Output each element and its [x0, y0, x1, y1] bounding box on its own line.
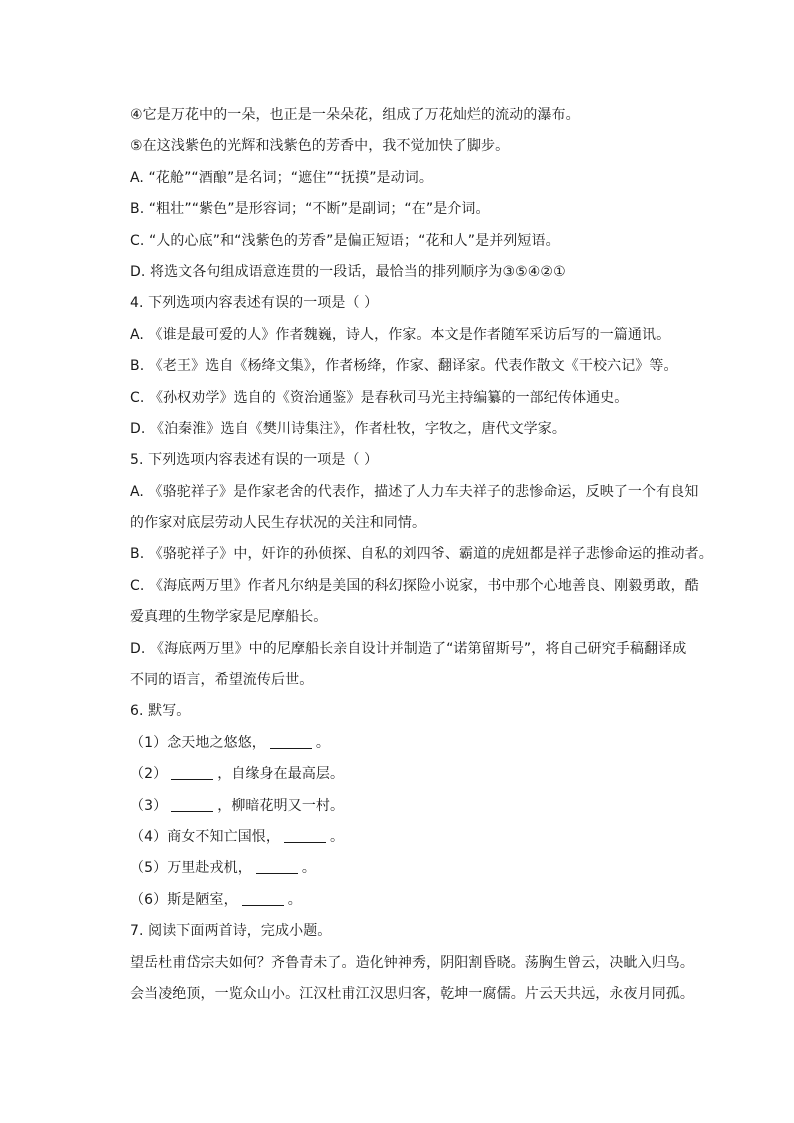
q3-option-a: A. “花舱”“酒酿”是名词；“遮住”“抚摸”是动词。 [130, 169, 433, 186]
answer-blank[interactable] [171, 765, 213, 780]
dictation-item-6 [130, 885, 700, 916]
q4-option-d: D. 《泊秦淮》选自《樊川诗集注》，作者杜牧，字牧之，唐代文学家。 [130, 420, 566, 437]
dictation-item-2 [130, 759, 700, 790]
q5-option-c-line1: C. 《海底两万里》作者凡尔纳是美国的科幻探险小说家，书中那个心地善良、刚毅勇敢，酷 [130, 577, 699, 594]
dictation-item-4 [130, 822, 700, 853]
answer-blank[interactable] [270, 734, 312, 749]
passage-sentence-4: ④它是万花中的一朵，也正是一朵朵花，组成了万花灿烂的流动的瀑布。 [130, 107, 580, 123]
answer-blank[interactable] [284, 828, 326, 843]
poem-text-line1: 望岳杜甫岱宗夫如何？齐鲁青未了。造化钟神秀，阴阳割昏晓。荡胸生曾云，决眦入归鸟。 [130, 954, 694, 971]
dictation-item-1 [130, 728, 700, 759]
dictation-prompt: （4）商女不知亡国恨， [130, 828, 281, 845]
q5-option-b: B. 《骆驼祥子》中，奸诈的孙侦探、自私的刘四爷、霸道的虎妞都是祥子悲惨命运的推动者。 [130, 546, 713, 563]
q4-option-a: A. 《谁是最可爱的人》作者魏巍，诗人，作家。本文是作者随军采访后写的一篇通讯。 [130, 326, 671, 343]
q5-option-d-line2: 不同的语言，希望流传后世。 [130, 672, 314, 689]
dictation-item-5 [130, 853, 700, 884]
q5-stem: 5. 下列选项内容表述有误的一项是（ ） [130, 452, 379, 469]
dictation-item-3 [130, 791, 700, 822]
dictation-suffix: 。 [287, 891, 302, 908]
dictation-suffix: 。 [301, 860, 316, 877]
q5-option-a-line1: A. 《骆驼祥子》是作家老舍的代表作，描述了人力车夫祥子的悲惨命运，反映了一个有良知 [130, 483, 699, 500]
dictation-suffix: 。 [330, 828, 345, 845]
question-content [130, 100, 713, 1010]
q7-stem: 7. 阅读下面两首诗，完成小题。 [130, 923, 332, 940]
answer-blank[interactable] [171, 797, 213, 812]
dictation-prompt: （3） [130, 797, 168, 814]
dictation-prompt: （6）斯是陋室， [130, 891, 238, 908]
dictation-prompt: （1）念天地之悠悠， [130, 734, 266, 751]
passage-sentence-5: ⑤在这浅紫色的光辉和浅紫色的芳香中，我不觉加快了脚步。 [130, 138, 510, 155]
q5-option-c-line2: 爱真理的生物学家是尼摩船长。 [130, 609, 328, 626]
poem-text-line2: 会当凌绝顶，一览众山小。江汉杜甫江汉思归客，乾坤一腐儒。片云天共远，永夜月同孤。 [130, 985, 694, 1002]
dictation-prompt: （2） [130, 766, 168, 783]
dictation-suffix: ，柳暗花明又一村。 [217, 797, 345, 814]
answer-blank[interactable] [242, 891, 284, 906]
q5-option-a-line2: 的作家对底层劳动人民生存状况的关注和同情。 [130, 515, 427, 532]
q4-option-c: C. 《孙权劝学》选自的《资治通鉴》是春秋司马光主持编纂的一部纪传体通史。 [130, 389, 629, 406]
q4-option-b: B. 《老王》选自《杨绛文集》，作者杨绛，作家、翻译家。代表作散文《干校六记》等。 [130, 358, 678, 375]
answer-blank[interactable] [256, 859, 298, 874]
q6-stem: 6. 默写。 [130, 703, 191, 720]
dictation-suffix: 。 [315, 734, 331, 751]
dictation-prompt: （5）万里赴戎机， [130, 860, 252, 877]
q3-option-c: C. “人的心底”和“浅紫色的芳香”是偏正短语；“花和人”是并列短语。 [130, 232, 560, 249]
q4-stem: 4. 下列选项内容表述有误的一项是（ ） [130, 295, 379, 312]
dictation-suffix: ，自缘身在最高层。 [217, 766, 345, 783]
q5-option-d-line1: D. 《海底两万里》中的尼摩船长亲自设计并制造了“诺第留斯号”，将自己研究手稿翻译成 [130, 640, 687, 657]
q3-option-d: D. 将选文各句组成语意连贯的一段话，最恰当的排列顺序为③⑤④②① [130, 263, 566, 280]
q3-option-b: B. “粗壮”“紫色”是形容词；“不断”是副词；“在”是介词。 [130, 201, 490, 218]
